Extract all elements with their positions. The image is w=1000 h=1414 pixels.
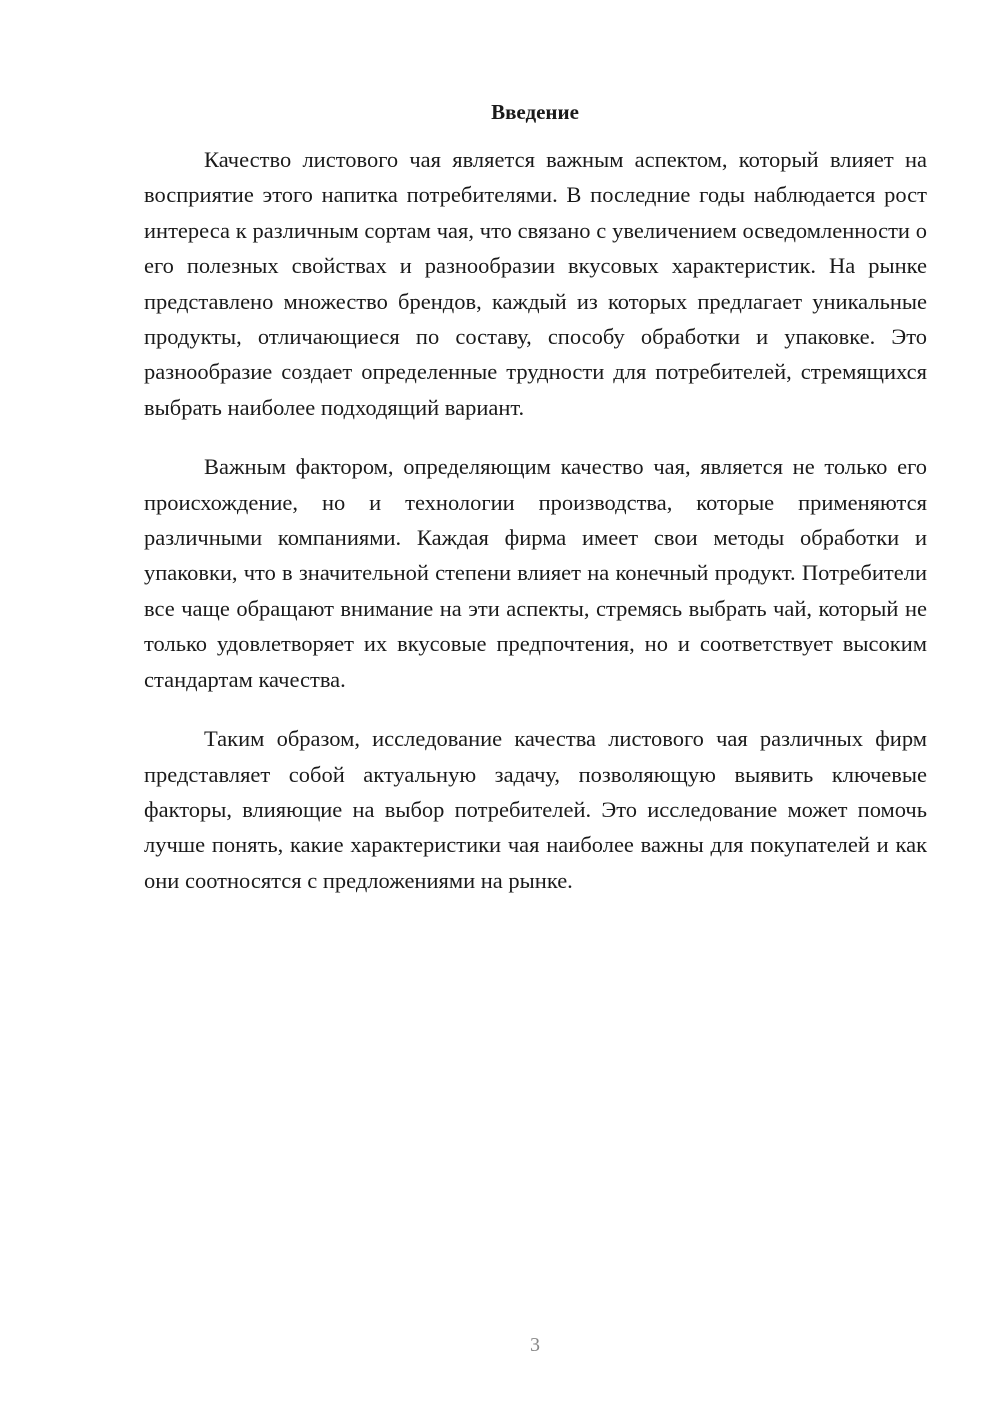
body-text	[144, 142, 927, 922]
page-number: 3	[530, 1334, 540, 1356]
section-heading: Введение	[491, 100, 579, 124]
paragraph-1: Качество листового чая является важным аспектом, который влияет на восприятие этого напитка потребителями. В последние годы наблюдается рост интереса к различным сортам чая, что связано с увеличением осведомленности о его полезных свойствах и разнообразии вкусовых характеристик. На рынке представлено множество брендов, каждый из которых предлагает уникальные продукты, отличающиеся по составу, способу обработки и упаковке. Это разнообразие создает определенные трудности для потребителей, стремящихся выбрать наиболее подходящий вариант.	[144, 147, 927, 420]
paragraph-2: Важным фактором, определяющим качество чая, является не только его происхождение, но и технологии производства, которые применяются различными компаниями. Каждая фирма имеет свои методы обработки и упаковки, что в значительной степени влияет на конечный продукт. Потребители все чаще обращают внимание на эти аспекты, стремясь выбрать чай, который не только удовлетворяет их вкусовые предпочтения, но и соответствует высоким стандартам качества.	[144, 454, 927, 692]
paragraph-3: Таким образом, исследование качества листового чая различных фирм представляет собой актуальную задачу, позволяющую выявить ключевые факторы, влияющие на выбор потребителей. Это исследование может помочь лучше понять, какие характеристики чая наиболее важны для покупателей и как они соотносятся с предложениями на рынке.	[144, 726, 927, 893]
